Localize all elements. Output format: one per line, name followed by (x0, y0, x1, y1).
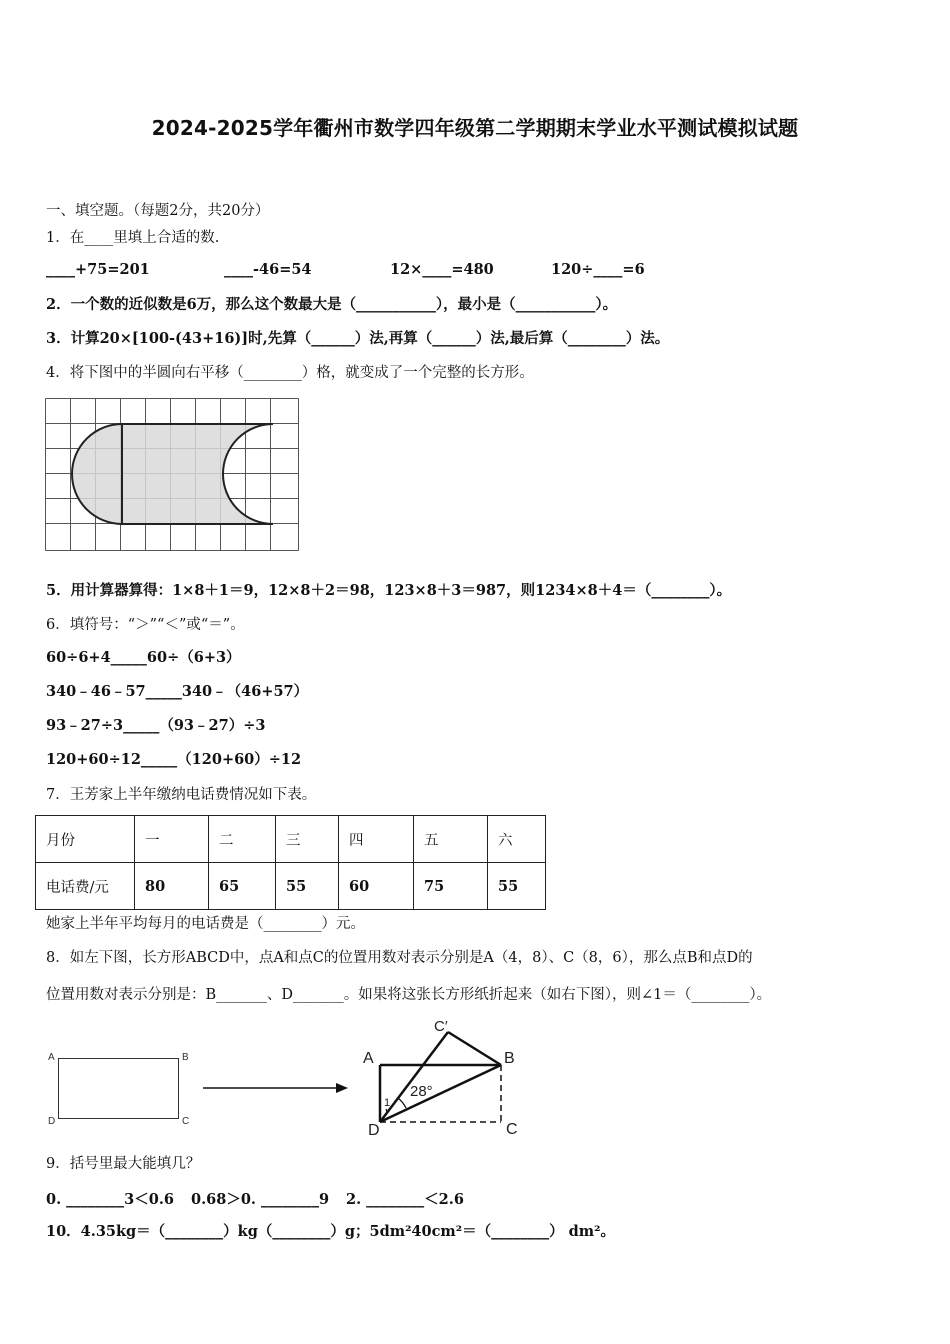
table-row (36, 816, 546, 863)
fold-label-d: D (368, 1122, 380, 1139)
section-heading: 一、填空题。（每题2分，共20分） (46, 203, 270, 219)
page-title: 2024-2025学年衢州市数学四年级第二学期期末学业水平测试模拟试题 (151, 116, 799, 140)
q1-item-2: ____-46=54 (224, 261, 312, 278)
question-3: 3．计算20×[100-(43+16)]时,先算（______）法,再算（______）法,最后算（________）法。 (46, 330, 670, 347)
q6-item-2: 340﹣46﹣57_____340﹣（46+57） (46, 683, 309, 700)
table-cell: 电话费/元 (36, 863, 135, 910)
grid-figure (45, 398, 301, 553)
question-9: 9．括号里最大能填几？ (46, 1156, 201, 1172)
table-cell: 二 (209, 816, 276, 863)
folded-figure (360, 1014, 530, 1140)
question-10: 10．4.35kg＝（________）kg（________）g；5dm²40cm²＝（________） dm²。 (46, 1223, 616, 1240)
question-4: 4．将下图中的半圆向右平移（________）格，就变成了一个完整的长方形。 (46, 365, 534, 381)
arrow-right-icon (202, 1080, 352, 1096)
table-cell: 六 (488, 816, 546, 863)
label-a: A (48, 1052, 55, 1063)
fold-label-c: C (506, 1121, 518, 1138)
table-cell: 55 (276, 863, 339, 910)
q6-item-4: 120+60÷12_____（120+60）÷12 (46, 751, 302, 768)
question-8-line-2: 位置用数对表示分别是：B_______、D_______。如果将这张长方形纸折起来（如右下图），则∠1＝（________）。 (46, 987, 772, 1003)
fold-label-a: A (363, 1050, 374, 1067)
table-cell: 四 (339, 816, 414, 863)
rectangle-figure (46, 1048, 196, 1130)
table-cell: 一 (135, 816, 209, 863)
table-cell: 五 (414, 816, 488, 863)
question-6: 6．填符号：“＞”“＜”或“＝”。 (46, 617, 245, 633)
q6-item-1: 60÷6+4_____60÷（6+3） (46, 649, 241, 666)
q7-question: 她家上半年平均每月的电话费是（________）元。 (46, 916, 365, 932)
phone-fee-table (35, 815, 546, 910)
question-5: 5．用计算器算得：1×8＋1＝9，12×8＋2＝98，123×8＋3＝987，则1234×8＋4＝（________）。 (46, 582, 732, 599)
angle-label-28: 28° (410, 1083, 433, 1100)
fold-label-b: B (504, 1050, 515, 1067)
q1-item-3: 12×____=480 (390, 261, 494, 278)
fold-label-c-prime: C′ (434, 1018, 448, 1035)
label-c: C (182, 1116, 190, 1127)
angle-label-1: 1 (384, 1097, 391, 1109)
label-d: D (48, 1116, 56, 1127)
q1-item-1: ____+75=201 (46, 261, 150, 278)
table-cell: 75 (414, 863, 488, 910)
question-7: 7．王芳家上半年缴纳电话费情况如下表。 (46, 787, 317, 803)
table-row (36, 863, 546, 910)
question-1: 1．在____里填上合适的数. (46, 230, 220, 246)
q6-item-3: 93﹣27÷3_____（93﹣27）÷3 (46, 717, 266, 734)
table-cell: 月份 (36, 816, 135, 863)
q9-item-2: 0.68＞0. ________9 (191, 1191, 330, 1208)
q9-item-1: 0. ________3＜0.6 (46, 1191, 175, 1208)
q1-item-4: 120÷____=6 (551, 261, 645, 278)
label-b: B (182, 1052, 189, 1063)
q9-item-3: 2. ________＜2.6 (346, 1191, 464, 1208)
question-2: 2．一个数的近似数是6万，那么这个数最大是（___________），最小是（___________）。 (46, 296, 618, 313)
table-cell: 三 (276, 816, 339, 863)
table-cell: 60 (339, 863, 414, 910)
table-cell: 80 (135, 863, 209, 910)
question-8-line-1: 8．如左下图，长方形ABCD中，点A和点C的位置用数对表示分别是A（4，8）、C（8，6），那么点B和点D的 (46, 950, 753, 966)
table-cell: 65 (209, 863, 276, 910)
table-cell: 55 (488, 863, 546, 910)
